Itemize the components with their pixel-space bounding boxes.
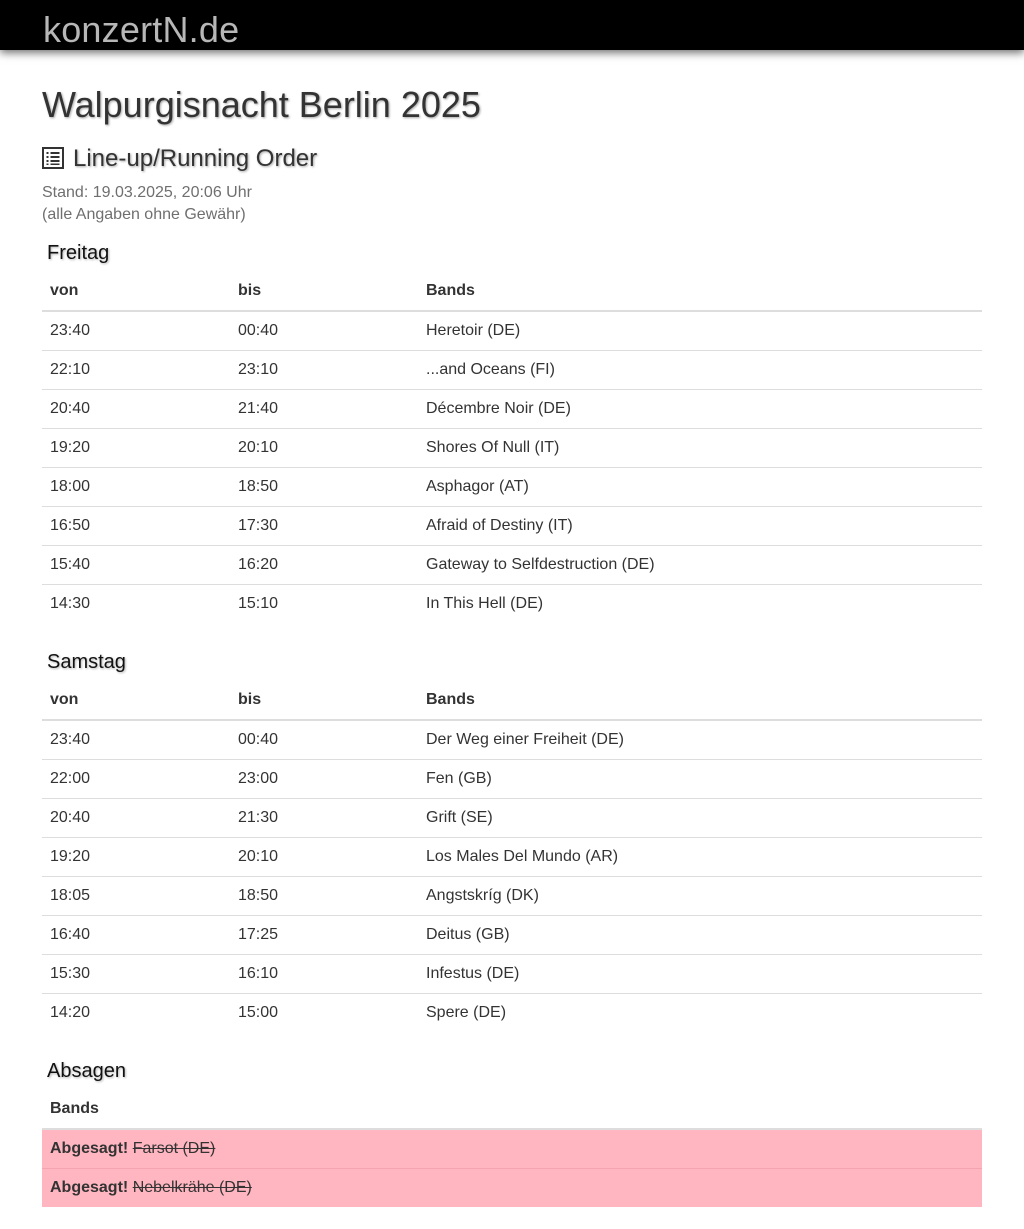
- band-name: Heretoir (DE): [418, 311, 982, 351]
- start-time: 23:40: [42, 311, 230, 351]
- start-time: 14:20: [50, 1004, 91, 1021]
- day-title: Samstag: [47, 651, 126, 673]
- table-header-row: [42, 272, 982, 311]
- list-icon: [42, 146, 64, 178]
- status-line: Stand: 19.03.2025, 20:06 Uhr: [42, 184, 252, 201]
- page-title: Walpurgisnacht Berlin 2025: [42, 84, 481, 125]
- band-name: Afraid of Destiny (IT): [418, 507, 982, 546]
- table-row: [42, 838, 982, 877]
- start-time: 22:10: [42, 351, 230, 390]
- table-row: [42, 585, 982, 624]
- start-time: 19:20: [42, 429, 230, 468]
- table-header-row: [42, 1090, 982, 1129]
- day-section-saturday: [42, 647, 982, 1032]
- column-header-von: von: [42, 681, 230, 720]
- column-header-bands: Bands: [42, 1090, 982, 1129]
- table-row: [42, 877, 982, 916]
- cancellations-table: [42, 1090, 982, 1207]
- cancelled-band-name: Nebelkrähe (DE): [132, 1179, 252, 1196]
- running-order-table: [42, 681, 982, 1032]
- start-time: 22:00: [42, 760, 230, 799]
- table-row: [42, 351, 982, 390]
- table-row: [42, 311, 982, 351]
- site-brand-link[interactable]: konzertN.de: [43, 9, 240, 50]
- cancelled-label: Abgesagt!: [50, 1179, 129, 1196]
- table-row: [42, 468, 982, 507]
- start-time: 19:20: [42, 838, 230, 877]
- end-time: 20:10: [230, 429, 418, 468]
- cancelled-row: [42, 1169, 982, 1208]
- end-time: 23:00: [230, 760, 418, 799]
- band-name: Infestus (DE): [418, 955, 982, 994]
- table-row: [42, 546, 982, 585]
- band-name: Grift (SE): [418, 799, 982, 838]
- band-name: Shores Of Null (IT): [418, 429, 982, 468]
- table-row: [42, 916, 982, 955]
- end-time: 21:40: [230, 390, 418, 429]
- table-row: [42, 390, 982, 429]
- cancellations-title: Absagen: [47, 1060, 126, 1082]
- end-time: 15:00: [238, 1004, 279, 1021]
- band-name: Gateway to Selfdestruction (DE): [418, 546, 982, 585]
- cancelled-cell: [42, 1169, 982, 1208]
- start-time: 16:40: [42, 916, 230, 955]
- start-time: 15:40: [42, 546, 230, 585]
- day-title: Freitag: [47, 242, 110, 264]
- end-time: 17:25: [230, 916, 418, 955]
- band-name: ...and Oceans (FI): [418, 351, 982, 390]
- page-subtitle: [42, 143, 317, 178]
- cancellations-section: [42, 1056, 982, 1207]
- cancelled-cell: [42, 1129, 982, 1169]
- table-row: [42, 720, 982, 760]
- band-name: Deitus (GB): [418, 916, 982, 955]
- start-time: 15:30: [42, 955, 230, 994]
- table-row: [42, 955, 982, 994]
- end-time: 18:50: [230, 468, 418, 507]
- band-name: Asphagor (AT): [418, 468, 982, 507]
- band-name: In This Hell (DE): [426, 595, 544, 612]
- column-header-bis: bis: [230, 681, 418, 720]
- table-row: [42, 507, 982, 546]
- table-row: [42, 760, 982, 799]
- end-time: 16:20: [230, 546, 418, 585]
- table-row: [42, 799, 982, 838]
- band-name: Der Weg einer Freiheit (DE): [418, 720, 982, 760]
- table-header-row: [42, 681, 982, 720]
- end-time: 21:30: [230, 799, 418, 838]
- running-order-table: [42, 272, 982, 623]
- end-time: 00:40: [230, 311, 418, 351]
- column-header-von: von: [42, 272, 230, 311]
- end-time: 00:40: [230, 720, 418, 760]
- end-time: 18:50: [230, 877, 418, 916]
- start-time: 20:40: [42, 799, 230, 838]
- band-name: Spere (DE): [426, 1004, 507, 1021]
- status-info: [42, 182, 252, 226]
- subtitle-text: Line-up/Running Order: [73, 145, 318, 172]
- table-row: [42, 994, 982, 1033]
- end-time: 15:10: [238, 595, 279, 612]
- start-time: 16:50: [42, 507, 230, 546]
- top-navbar: [0, 0, 1024, 50]
- column-header-bands: Bands: [418, 272, 982, 311]
- column-header-bis: bis: [230, 272, 418, 311]
- end-time: 16:10: [230, 955, 418, 994]
- table-row: [42, 429, 982, 468]
- start-time: 18:00: [42, 468, 230, 507]
- end-time: 23:10: [230, 351, 418, 390]
- cancelled-row: [42, 1129, 982, 1169]
- end-time: 20:10: [230, 838, 418, 877]
- start-time: 18:05: [42, 877, 230, 916]
- start-time: 14:30: [50, 595, 91, 612]
- start-time: 20:40: [42, 390, 230, 429]
- band-name: Los Males Del Mundo (AR): [418, 838, 982, 877]
- end-time: 17:30: [230, 507, 418, 546]
- band-name: Fen (GB): [418, 760, 982, 799]
- cancelled-label: Abgesagt!: [50, 1140, 129, 1157]
- day-section-friday: [42, 238, 982, 623]
- disclaimer: (alle Angaben ohne Gewähr): [42, 206, 246, 223]
- column-header-bands: Bands: [418, 681, 982, 720]
- start-time: 23:40: [42, 720, 230, 760]
- band-name: Décembre Noir (DE): [418, 390, 982, 429]
- cancelled-band-name: Farsot (DE): [132, 1140, 216, 1157]
- band-name: Angstskríg (DK): [418, 877, 982, 916]
